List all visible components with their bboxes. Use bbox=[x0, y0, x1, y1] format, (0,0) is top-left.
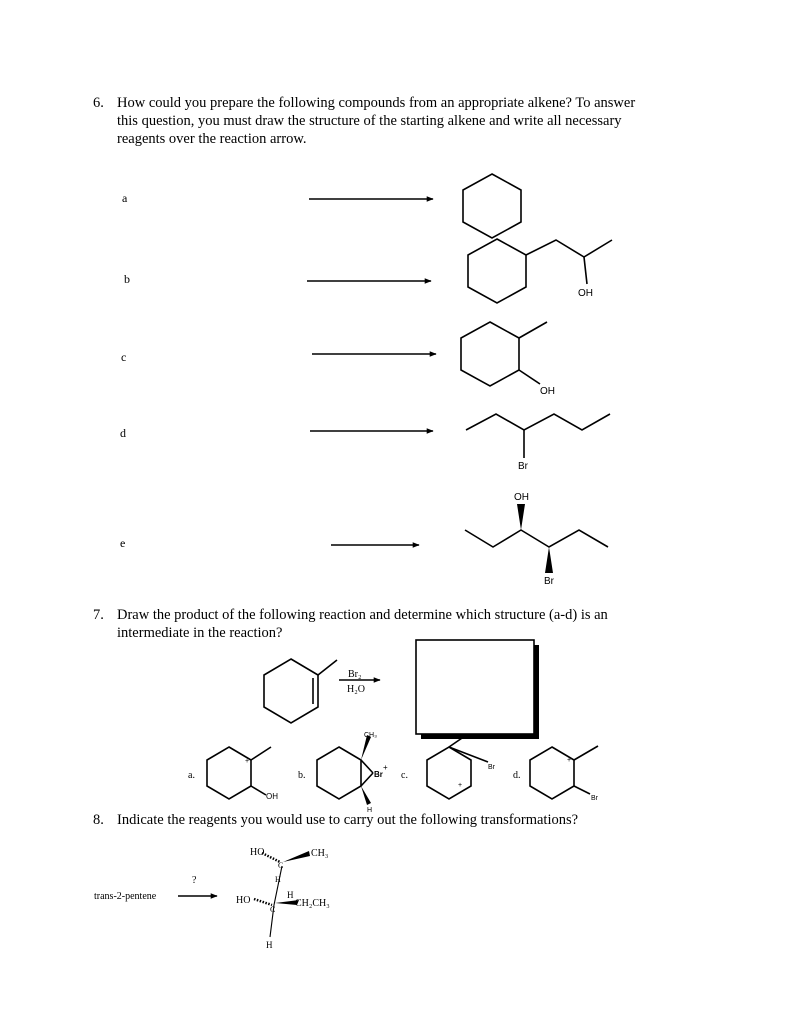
product-e-wedge-oh bbox=[517, 504, 525, 530]
question-6-number: 6. bbox=[93, 95, 104, 111]
br-label-e: Br bbox=[544, 576, 554, 587]
question-8-text: Indicate the reagents you would use to carry out the following transformations? bbox=[117, 812, 579, 828]
q8-ho-top: HO bbox=[250, 847, 265, 858]
question-7-number: 7. bbox=[93, 607, 104, 623]
option-b-h: H bbox=[367, 807, 373, 814]
q7-reagent-br2: Br₂ bbox=[348, 669, 362, 680]
q8-ho-bottom: HO bbox=[236, 895, 251, 906]
part-c-label: c bbox=[121, 350, 127, 364]
option-b-plus: + bbox=[383, 763, 388, 772]
q8-h-bottom: H bbox=[266, 940, 273, 950]
option-c-label: c. bbox=[401, 770, 408, 781]
product-e-structure bbox=[465, 530, 608, 547]
option-b-label: b. bbox=[298, 770, 306, 781]
option-a-structure bbox=[207, 747, 271, 799]
option-b-wedge-bottom bbox=[361, 786, 371, 805]
oh-label-c: OH bbox=[540, 386, 555, 397]
option-b-ch3: CH₃ bbox=[364, 732, 377, 739]
option-d-label: d. bbox=[513, 770, 521, 781]
q8-c-bottom: C bbox=[270, 905, 276, 914]
q7-reagent-h2o: H₂O bbox=[347, 684, 365, 695]
oh-label-b: OH bbox=[578, 288, 593, 299]
option-a-plus: + bbox=[245, 758, 250, 765]
q8-c-top: C bbox=[278, 861, 284, 870]
question-6-text: How could you prepare the following compounds from an appropriate alkene? To answer this question, you must draw the structure of the starting alkene and write all necessary reagents over the reaction arrow. bbox=[117, 95, 636, 147]
q8-wedge-top bbox=[283, 851, 310, 862]
q8-ch3: CH₃ bbox=[311, 848, 329, 859]
product-d-structure bbox=[466, 414, 610, 458]
product-e-wedge-br bbox=[545, 547, 553, 573]
part-e-label: e bbox=[120, 536, 126, 550]
option-c-br: Br bbox=[488, 764, 495, 771]
q8-question-mark: ? bbox=[192, 875, 197, 886]
option-b-br: Br bbox=[374, 770, 383, 779]
br-label-d: Br bbox=[518, 461, 528, 472]
option-b-structure bbox=[317, 747, 373, 799]
product-a-cyclohexane bbox=[463, 174, 521, 238]
option-c-plus: + bbox=[458, 782, 463, 789]
question-7-text: Draw the product of the following reaction and determine which structure (a-d) is an intermediate in the reaction? bbox=[117, 607, 608, 641]
option-d-structure bbox=[530, 746, 598, 799]
question-8-number: 8. bbox=[93, 812, 104, 828]
option-d-br: Br bbox=[591, 795, 598, 802]
q7-reactant-methylcyclohexene bbox=[264, 659, 337, 723]
answer-box[interactable] bbox=[416, 640, 534, 734]
part-a-label: a bbox=[122, 191, 128, 205]
q8-h-mid: H bbox=[287, 890, 294, 900]
q8-h-top: H bbox=[275, 875, 281, 884]
option-d-plus: + bbox=[567, 757, 572, 764]
oh-label-e: OH bbox=[514, 492, 529, 503]
product-c-structure bbox=[461, 322, 547, 386]
part-b-label: b bbox=[124, 272, 130, 286]
part-d-label: d bbox=[120, 426, 126, 440]
option-a-oh: OH bbox=[266, 792, 278, 801]
q8-ch2ch3: CH₂CH₃ bbox=[295, 898, 330, 909]
option-a-label: a. bbox=[188, 770, 195, 781]
q8-starting-material: trans-2-pentene bbox=[94, 891, 157, 902]
option-c-structure bbox=[427, 736, 488, 799]
